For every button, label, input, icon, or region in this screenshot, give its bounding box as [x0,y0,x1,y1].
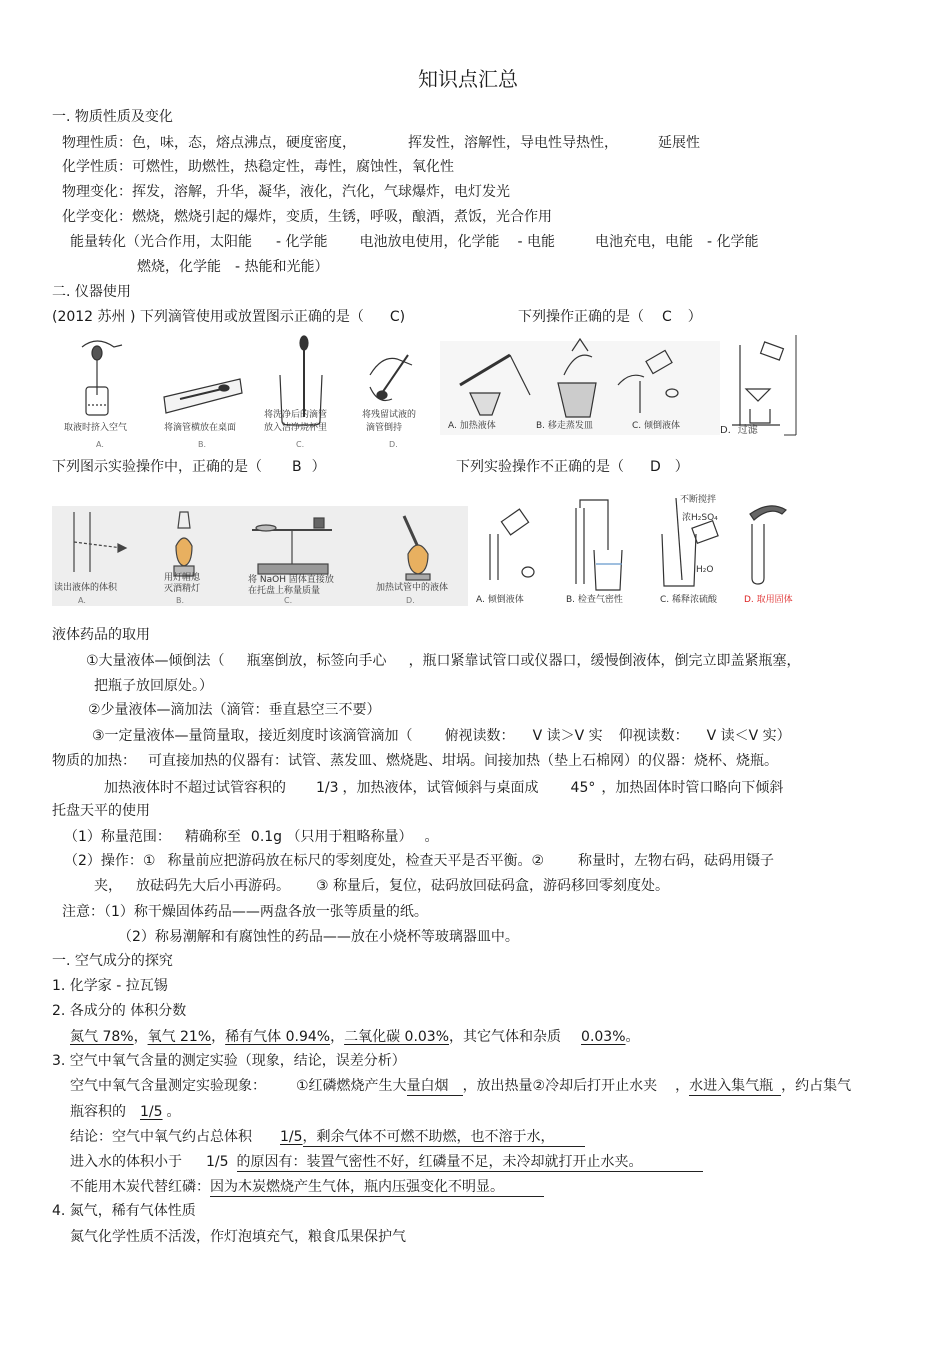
question-correct-operation: 下列图示实验操作中，正确的是（ B ） [52,459,326,475]
heating-line: 物质的加热： 可直接加热的仪器有：试管、蒸发皿、燃烧匙、坩埚。间接加热（垫上石棉网）的仪器：烧杯、烧瓶。 [52,753,778,769]
figure-dropper-usage [52,335,440,455]
chemical-properties-line: 化学性质：可燃性，助燃性，热稳定性，毒性，腐蚀性，氧化性 [62,159,454,175]
fig4-label-acid: 浓H₂SO₄ [682,513,718,523]
figure-operations-2 [52,506,468,606]
energy-conversion-line-2: 燃烧，化学能 - 热能和光能） [137,259,329,275]
question-dropper: (2012 苏州 ) 下列滴管使用或放置图示正确的是（ C) [52,309,406,325]
physical-change-line: 物理变化：挥发，溶解，升华，凝华，液化，汽化，气球爆炸，电灯发光 [62,184,510,200]
fig1-caption-a: 取液时挤入空气 [64,423,128,433]
fig1-caption-d2: 滴管倒持 [366,423,403,433]
fig3-caption-d: 加热试管中的液体 [376,583,449,593]
fig3-caption-b1: 用灯帽熄 [164,573,201,583]
question-operation: 下列操作正确的是（ C ） [518,309,702,325]
fig4-caption-a: A. 倾倒液体 [476,595,524,605]
fig4-caption-c: C. 稀释浓硫酸 [660,595,718,605]
fig3-letter-c: C. [284,596,293,605]
fig2-caption-b: B. 移走蒸发皿 [536,421,593,431]
fig1-letter-a: A. [96,440,104,449]
dropper-inverted-drawing [370,355,412,401]
air-item-3: 3. 空气中氧气含量的测定实验（现象，结论，误差分析） [52,1053,406,1069]
gas-tightness-drawing [576,500,622,590]
oxygen-experiment-line: 空气中氧气含量测定实验现象： ①红磷燃烧产生大量白烟 ，放出热量②冷却后打开止水夹 ，水进入集气瓶 ，约占集气 [70,1078,852,1094]
fig3-caption-c1: 将 NaOH 固体直接放 [248,575,334,585]
filtration-drawing [732,342,783,425]
fig1-letter-d: D. [389,440,398,449]
fig4-label-water: H₂O [696,565,714,575]
fig4-label-stir: 不断搅拌 [680,495,717,505]
oxygen-conclusion-line: 结论：空气中氧气约占总体积 1/5，剩余气体不可燃不助燃，也不溶于水， [70,1128,585,1147]
figure-lab-operations [440,335,802,439]
page-title: 知识点汇总 [418,67,518,91]
fig3-letter-a: A. [78,596,86,605]
fig4-caption-d: D. 取用固体 [744,595,793,605]
fig3-caption-a: 读出液体的体积 [54,583,118,593]
fig1-letter-b: B. [198,440,207,449]
section-heading-properties: 一. 物质性质及变化 [52,109,173,125]
fig2-caption-a: A. 加热液体 [448,421,496,431]
balance-heading: 托盘天平的使用 [52,803,150,819]
chemical-change-line: 化学变化：燃烧，燃烧引起的爆炸，变质，生锈，呼吸，酿酒，煮饭，光合作用 [62,209,552,225]
fig3-letter-b: B. [176,596,185,605]
air-item-2: 2. 各成分的 体积分数 [52,1003,187,1019]
fig1-caption-c1: 将洗净后的滴管 [264,410,328,420]
liquid-pour-line-2: 把瓶子放回原处。） [94,678,213,694]
balance-operation-line: （2）操作：① 称量前应把游码放在标尺的零刻度处，检查天平是否平衡。② 称量时，左物右码，砝码用镊子 [64,853,775,869]
balance-note-1: 注意：（1）称干燥固体药品——两盘各放一张等质量的纸。 [62,904,428,920]
liquid-pour-line: ①大量液体—倾倒法（ 瓶塞倒放，标签向手心 ，瓶口紧靠试管口或仪器口，缓慢倒液体，倒完立即盖紧瓶塞， [86,653,801,669]
energy-conversion-line: 能量转化（光合作用，太阳能 - 化学能 电池放电使用，化学能 - 电能 电池充电，电能 - 化学能 [70,234,759,250]
solid-reagent-drawing [750,506,786,584]
fig2-caption-d: D．过滤 [720,425,758,436]
fig4-caption-b: B. 检查气密性 [566,595,623,605]
air-composition-line: 氮气 78%，氧气 21%，稀有气体 0.94%，二氧化碳 0.03%，其它气体和杂质 0.03%。 [70,1029,640,1045]
fig2-caption-c: C. 倾倒液体 [632,421,681,431]
dropper-squeeze-drawing [82,341,122,415]
heating-line-2: 加热液体时不超过试管容积的 1/3 ，加热液体，试管倾斜与桌面成 45° ，加热固体时管口略向下倾斜 [104,780,784,796]
fig1-caption-c2: 放入洁净烧杯里 [264,423,328,433]
physical-properties-line: 物理性质：色，味，态，熔点沸点，硬度密度， 挥发性，溶解性，导电性导热性， 延展性 [62,135,700,151]
section-heading-instruments: 二. 仪器使用 [52,284,131,300]
fig3-caption-c2: 在托盘上称量质量 [248,586,321,596]
nitrogen-properties-line: 氮气化学性质不活泼，作灯泡填充气，粮食瓜果保护气 [70,1229,406,1245]
charcoal-note-line: 不能用木炭代替红磷：因为木炭燃烧产生气体，瓶内压强变化不明显。 [70,1178,544,1197]
figure-operations-3 [470,494,810,608]
liquid-drop-line: ②少量液体—滴加法（滴管：垂直悬空三不要） [88,702,381,718]
fig3-caption-b2: 灭酒精灯 [164,584,201,594]
question-incorrect-operation: 下列实验操作不正确的是（ D ） [456,459,689,475]
balance-range-line: （1）称量范围： 精确称至 0.1g （只用于粗略称量） 。 [64,829,439,845]
air-item-4: 4. 氮气，稀有气体性质 [52,1203,196,1219]
liquid-measure-line: ③一定量液体—量筒量取，接近刻度时该滴管滴加（ 俯视读数： V 读＞V 实 仰视读数： V 读＜V 实） [92,728,791,744]
fig1-caption-d1: 将残留试液的 [362,410,417,420]
liquid-heading: 液体药品的取用 [52,627,150,643]
balance-note-2: （2）称易潮解和有腐蚀性的药品——放在小烧杯等玻璃器皿中。 [118,929,519,945]
air-heading: 一. 空气成分的探究 [52,953,173,969]
fig3-letter-d: D. [406,596,415,605]
balance-operation-line-2: 夹， 放砝码先大后小再游码。 ③ 称量后，复位，砝码放回砝码盒，游码移回零刻度处。 [94,878,669,894]
fig1-caption-b: 将滴管横放在桌面 [164,423,237,433]
oxygen-error-line: 进入水的体积小于 1/5 的原因有：装置气密性不好，红磷量不足，未冷却就打开止水夹。 [70,1153,703,1172]
fig1-letter-c: C. [296,440,305,449]
pouring-drawing [490,509,534,580]
air-item-1: 1. 化学家 - 拉瓦锡 [52,978,168,994]
oxygen-experiment-line-2: 瓶容积的 1/5 。 [70,1104,181,1120]
dropper-flat-drawing [164,379,242,413]
